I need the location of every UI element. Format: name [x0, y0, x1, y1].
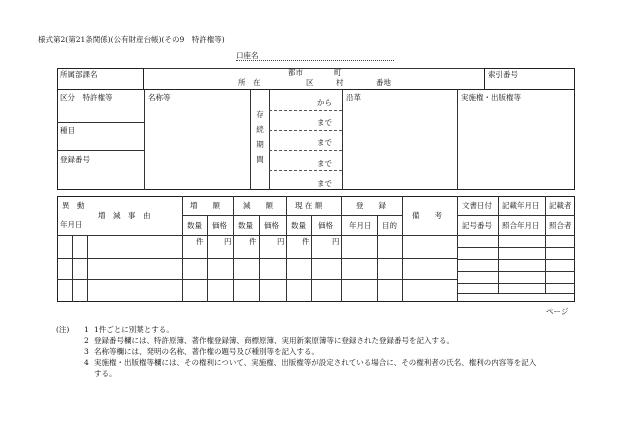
v-line-5 [457, 89, 458, 190]
current-label: 現 在 額 [295, 201, 323, 210]
dash-1 [269, 110, 342, 111]
h-right-1 [457, 247, 575, 248]
decrease-label: 減 額 [243, 201, 273, 210]
lot-label: 番地 [376, 78, 391, 87]
header-top-line [144, 68, 484, 69]
v-date-2 [87, 235, 88, 302]
account-name-line [236, 60, 394, 61]
v-line-2 [250, 89, 251, 190]
inc-unit-ken: 件 [196, 237, 204, 246]
reg-label: 登録番号 [60, 155, 90, 164]
cur-unit-en: 円 [332, 237, 340, 246]
form-title: 様式第2(第21条関係)(公有財産台帳)(その9 特許権等) [38, 35, 225, 44]
license-label: 実施権・出版権等 [461, 93, 521, 102]
dec-price-label: 価格 [264, 221, 279, 230]
h-right-header [457, 215, 575, 216]
info-block [57, 89, 575, 190]
inc-unit-en: 円 [224, 237, 232, 246]
doc-date-label: 文書日付 [462, 201, 492, 210]
v-inc-mid [207, 215, 208, 302]
v-line-1 [144, 89, 145, 190]
v-dec-mid [259, 215, 260, 302]
page-label: ページ [546, 307, 569, 316]
note-1-num: 1 [84, 325, 89, 334]
type-label: 種目 [60, 126, 75, 135]
city-label: 都市 [288, 68, 303, 77]
town-label: 町 [334, 68, 342, 77]
to-label-3: まで [317, 159, 332, 168]
inc-qty-label: 数量 [187, 221, 202, 230]
change-label: 異 動 [62, 201, 85, 210]
from-label: から [317, 98, 332, 107]
h-row-2 [57, 279, 457, 280]
verifier-label: 照合者 [549, 221, 572, 230]
v-cur-mid [311, 215, 312, 302]
dec-unit-en: 円 [277, 237, 285, 246]
v-reg-mid [377, 215, 378, 302]
note-2-num: 2 [84, 336, 89, 345]
dec-qty-label: 数量 [238, 221, 253, 230]
note-4-text: 実施権・出版権等欄には、その権利について、実施権、出版権等が設定されている場合に、その権利者の氏名、権利の内容等を記入 [94, 358, 537, 367]
v-right-1 [498, 196, 499, 294]
inc-price-label: 価格 [212, 221, 227, 230]
notes-label: (注) [56, 325, 70, 334]
v-inc-end [233, 196, 234, 302]
v-dec-end [286, 196, 287, 302]
village-label: 村 [336, 78, 344, 87]
note-3-num: 3 [84, 347, 89, 356]
dept-label: 所属部課名 [60, 70, 98, 79]
to-label-1: まで [317, 118, 332, 127]
note-3-text: 名称等欄には、発明の名称、著作権の題号及び種別等を記入する。 [94, 347, 319, 356]
h-right-4 [457, 283, 575, 284]
register-label: 登 録 [356, 201, 386, 210]
v-remarks-end [457, 196, 458, 302]
entry-date-label: 記載年月日 [502, 201, 540, 210]
location-label: 所 在 [238, 78, 261, 87]
h-sub-header [182, 215, 402, 216]
note-1-text: 1件ごとに別葉とする。 [94, 325, 174, 334]
symbol-label: 記号番号 [462, 221, 492, 230]
date-label: 年月日 [60, 220, 83, 229]
v-cur-end [341, 196, 342, 302]
note-4-num: 4 [84, 358, 89, 367]
name-label: 名称等 [148, 93, 171, 102]
v-line-4 [342, 89, 343, 190]
h-right-5 [457, 293, 575, 294]
index-label: 索引番号 [488, 70, 518, 79]
account-name-label: 口座名 [236, 51, 259, 60]
note-4-cont: する。 [94, 369, 117, 378]
h-right-3 [457, 271, 575, 272]
dec-unit-ken: 件 [249, 237, 257, 246]
cur-unit-ken: 件 [302, 237, 310, 246]
ward-label: 区 [306, 78, 314, 87]
reg-date-label: 年月日 [349, 221, 372, 230]
dash-4 [269, 170, 342, 171]
verify-date-label: 照合年月日 [502, 221, 540, 230]
v-line-3 [269, 89, 270, 190]
increase-label: 増 額 [190, 201, 220, 210]
v-date-1 [72, 235, 73, 302]
v-reg-end [402, 196, 403, 302]
h-line-type [57, 150, 144, 151]
to-label-4: まで [317, 179, 332, 188]
remarks-label: 備 考 [412, 211, 442, 220]
note-2-text: 登録番号欄には、特許原簿、著作権登録簿、商標原簿、実用新案原簿等に登録された登録番号を記入する。 [94, 336, 454, 345]
history-label: 沿革 [346, 93, 361, 102]
h-row-1 [57, 258, 457, 259]
duration-label: 存続期間 [256, 110, 264, 164]
v-right-2 [545, 196, 546, 294]
category-label: 区分 特許権等 [60, 93, 113, 102]
dash-3 [269, 150, 342, 151]
v-reason [182, 196, 183, 302]
cur-qty-label: 数量 [291, 221, 306, 230]
h-line-category [57, 122, 144, 123]
cur-price-label: 価格 [318, 221, 333, 230]
to-label-2: まで [317, 138, 332, 147]
reg-purpose-label: 目的 [382, 221, 397, 230]
dash-2 [269, 130, 342, 131]
h-right-2 [457, 259, 575, 260]
reason-label: 増 減 事 由 [98, 211, 151, 220]
entrant-label: 記載者 [549, 201, 572, 210]
